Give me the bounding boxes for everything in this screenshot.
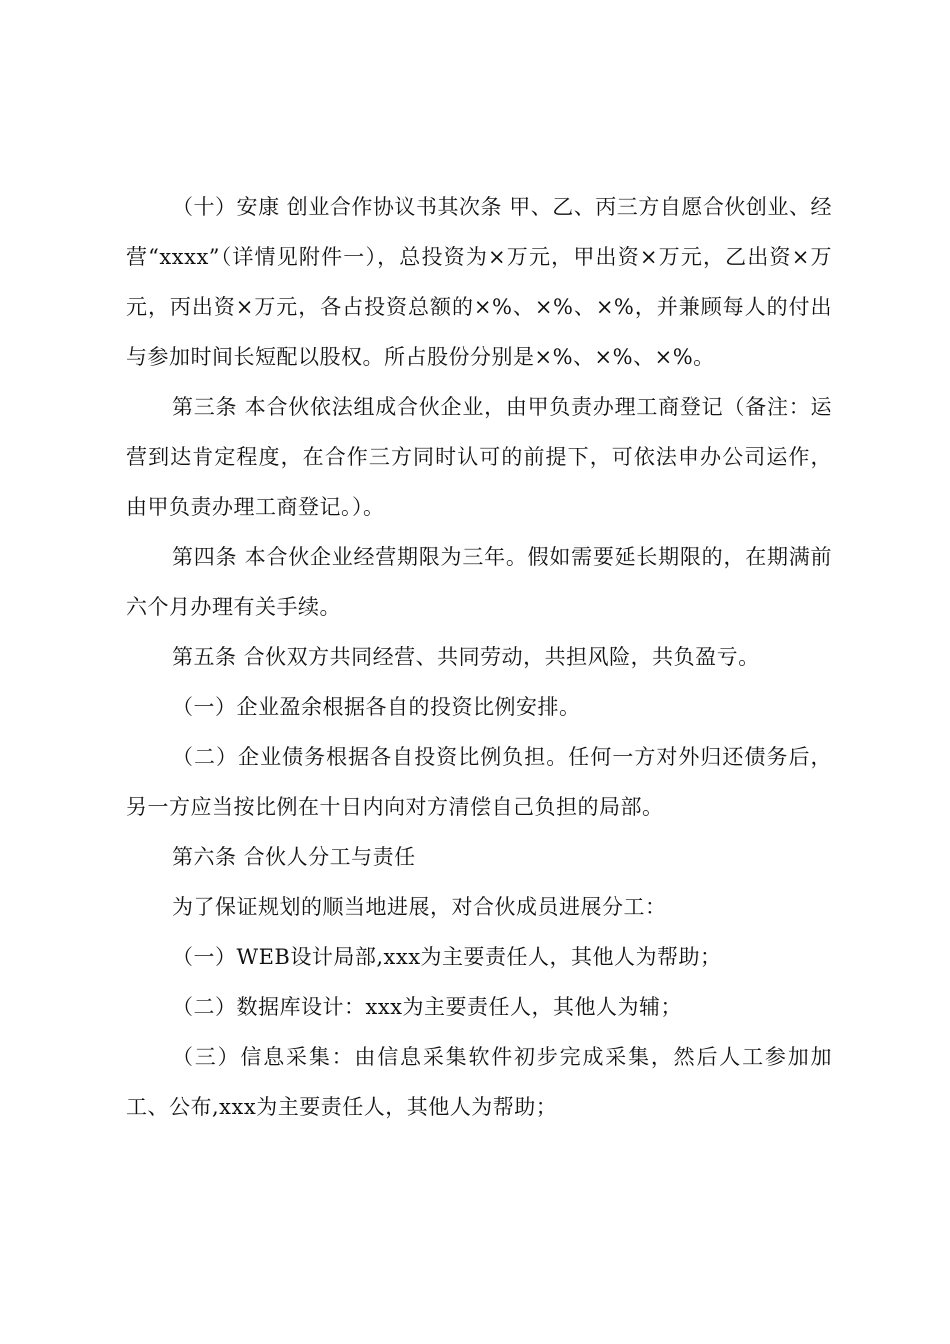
paragraph-article-6-intro: 为了保证规划的顺当地进展，对合伙成员进展分工： (172, 895, 667, 919)
paragraph-article-6-item-1: （一）WEB设计局部,xxx为主要责任人，其他人为帮助； (172, 945, 722, 969)
paragraph-article-6-item-3: （三）信息采集：由信息采集软件初步完成采集，然后人工参加加工、公布,xxx为主要责任人，其他人为帮助； (126, 1045, 832, 1119)
paragraph-article-5-item-1: （一）企业盈余根据各自的投资比例安排。 (172, 695, 581, 719)
paragraph-article-2: （十）安康 创业合作协议书其次条 甲、乙、丙三方自愿合伙创业、经营“xxxx”（详情见附件一），总投资为×万元，甲出资×万元，乙出资×万元，丙出资×万元，各占投资总额的×%、×%、×%，并兼顾每人的付出与参加时间长短配以股权。所占股份分别是×%、×%、×%。 (126, 195, 832, 369)
paragraph-article-6-item-2: （二）数据库设计：xxx为主要责任人，其他人为辅； (172, 995, 683, 1019)
paragraph-article-4: 第四条 本合伙企业经营期限为三年。假如需要延长期限的，在期满前六个月办理有关手续。 (126, 545, 832, 619)
paragraph-article-5-item-2: （二）企业债务根据各自投资比例负担。任何一方对外归还债务后，另一方应当按比例在十日内向对方清偿自己负担的局部。 (126, 745, 832, 819)
document-body (126, 182, 832, 1132)
paragraph-article-6: 第六条 合伙人分工与责任 (172, 845, 416, 869)
paragraph-article-3: 第三条 本合伙依法组成合伙企业，由甲负责办理工商登记（备注：运营到达肯定程度，在合作三方同时认可的前提下，可依法申办公司运作，由甲负责办理工商登记。）。 (126, 395, 832, 519)
paragraph-article-5: 第五条 合伙双方共同经营、共同劳动，共担风险，共负盈亏。 (172, 645, 760, 669)
